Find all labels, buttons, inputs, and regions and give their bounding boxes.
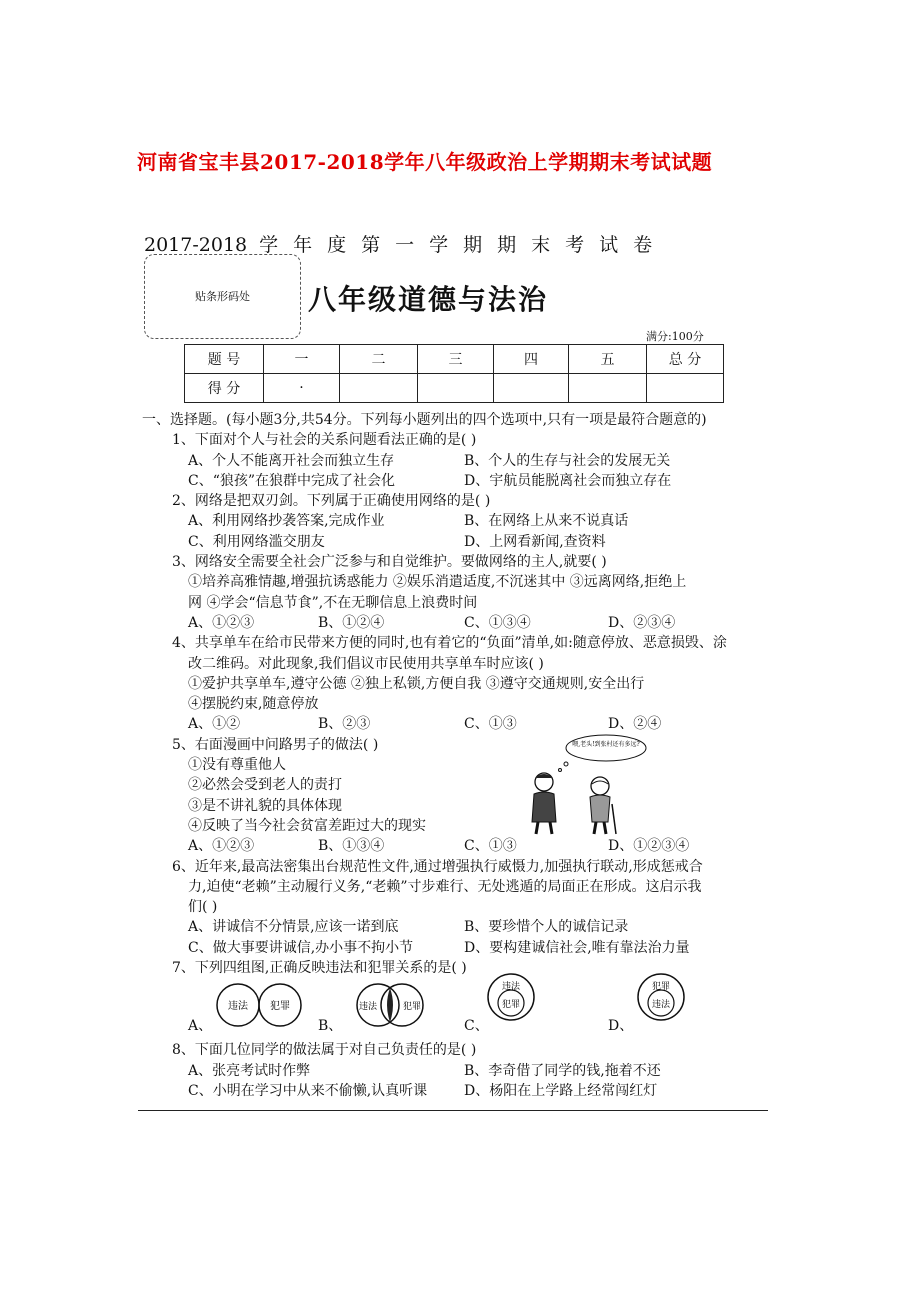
option-b[interactable]: B、个人的生存与社会的发展无关 (464, 452, 671, 469)
question-stem: 2、网络是把双刃剑。下列属于正确使用网络的是( ) (172, 493, 491, 510)
venn-label-fanzui: 犯罪 (501, 1000, 521, 1011)
score-input-cell[interactable] (340, 374, 418, 403)
option-a[interactable]: A、 (188, 1018, 213, 1035)
option-c[interactable]: C、①③④ (464, 614, 531, 631)
option-b[interactable]: B、①②④ (318, 614, 385, 631)
option-b[interactable]: B、李奇借了同学的钱,拖着不还 (464, 1062, 661, 1079)
venn-diagram-d (636, 972, 686, 1022)
score-cell: 四 (494, 345, 569, 374)
option-d[interactable]: D、杨阳在上学路上经常闯红灯 (464, 1082, 658, 1099)
score-cell: 二 (340, 345, 418, 374)
option-a[interactable]: A、讲诚信不分情景,应该一诺到底 (188, 919, 399, 936)
statement-line: ①爱护共享单车,遵守公德 ②独上私锁,方便自我 ③遵守交通规则,安全出行 (188, 675, 645, 692)
choice-section (142, 410, 767, 1101)
option-row (142, 938, 767, 958)
option-d[interactable]: D、 (608, 1018, 634, 1035)
score-cell: 三 (418, 345, 494, 374)
score-cell: 题 号 (185, 345, 264, 374)
option-row (142, 532, 767, 552)
question-stem: 力,迫使“老赖”主动履行义务,“老赖”寸步难行、无处逃遁的局面正在形成。这启示我 (188, 878, 702, 895)
score-cell: 五 (569, 345, 647, 374)
score-input-cell[interactable] (418, 374, 494, 403)
venn-label-weifa: 违法 (501, 982, 521, 993)
option-a[interactable]: A、①② (188, 716, 241, 733)
option-d[interactable]: D、要构建诚信社会,唯有靠法治力量 (464, 939, 690, 956)
option-a[interactable]: A、个人不能离开社会而独立生存 (188, 452, 395, 469)
option-row (142, 917, 767, 937)
venn-label-weifa: 违法 (228, 1001, 248, 1013)
option-d[interactable]: D、宇航员能脱离社会而独立存在 (464, 472, 672, 489)
option-row (142, 613, 767, 633)
option-a[interactable]: A、张亮考试时作弊 (188, 1062, 311, 1079)
full-score: 满分:100分 (646, 330, 704, 343)
exam-header (144, 230, 744, 257)
statement-line: ④反映了当今社会贫富差距过大的现实 (188, 817, 426, 834)
option-b[interactable]: B、②③ (318, 716, 371, 733)
q5-cartoon-image (518, 734, 648, 839)
question-stem: 们( ) (188, 899, 218, 916)
exam-year: 2017-2018 (144, 234, 248, 256)
cartoon-bubble-text: 喂,老头!到张村还有多远? (572, 741, 640, 748)
option-row (142, 1061, 767, 1081)
question-stem: 1、下面对个人与社会的关系问题看法正确的是( ) (172, 432, 477, 449)
venn-label-weifa: 违法 (651, 1000, 671, 1011)
option-b[interactable]: B、要珍惜个人的诚信记录 (464, 919, 629, 936)
venn-label-fanzui: 犯罪 (270, 1001, 290, 1013)
score-input-cell[interactable] (647, 374, 724, 403)
statement-line: ①没有尊重他人 (188, 757, 286, 774)
option-c[interactable]: C、“狼孩”在狼群中完成了社会化 (188, 472, 396, 489)
barcode-area (144, 254, 301, 339)
option-row (142, 511, 767, 531)
venn-diagram-c (486, 972, 536, 1022)
question-stem: 6、近年来,最高法密集出台规范性文件,通过增强执行威慑力,加强执行联动,形成惩戒合 (172, 858, 703, 875)
question-stem: 4、共享单车在给市民带来方便的同时,也有着它的“负面”清单,如:随意停放、恶意损毁、涂 (172, 635, 727, 652)
option-a[interactable]: A、①②③ (188, 838, 255, 855)
statement-line: ③是不讲礼貌的具体体现 (188, 797, 342, 814)
option-a[interactable]: A、利用网络抄袭答案,完成作业 (188, 513, 385, 530)
statement-line: ④摆脱约束,随意停放 (188, 696, 319, 713)
score-row-label: 得 分 (185, 374, 264, 403)
score-table (184, 344, 724, 403)
venn-label-fanzui: 犯罪 (651, 982, 671, 993)
statement-line: ②必然会受到老人的责打 (188, 777, 342, 794)
section-header: 一、选择题。(每小题3分,共54分。下列每小题列出的四个选项中,只有一项是最符合题意的) (142, 412, 707, 428)
option-d[interactable]: D、②④ (608, 716, 662, 733)
question-stem: 改二维码。对此现象,我们倡议市民使用共享单车时应该( ) (188, 655, 544, 672)
venn-options-row (142, 978, 767, 1040)
score-input-cell[interactable] (494, 374, 569, 403)
option-c[interactable]: C、 (464, 1018, 489, 1035)
option-c[interactable]: C、①③ (464, 716, 517, 733)
option-row (142, 471, 767, 491)
venn-diagram-a (214, 980, 304, 1030)
document-title: 河南省宝丰县2017-2018学年八年级政治上学期期末考试试题 (137, 150, 713, 174)
venn-diagram-b (352, 980, 428, 1030)
option-b[interactable]: B、 (318, 1018, 343, 1035)
score-input-cell[interactable]: · (264, 374, 340, 403)
option-row (142, 714, 767, 734)
venn-label-weifa: 违法 (358, 1002, 378, 1013)
option-b[interactable]: B、在网络上从来不说真话 (464, 513, 629, 530)
score-input-cell[interactable] (569, 374, 647, 403)
option-d[interactable]: D、①②③④ (608, 838, 690, 855)
option-d[interactable]: D、②③④ (608, 614, 676, 631)
question-stem: 8、下面几位同学的做法属于对自己负责任的是( ) (172, 1042, 477, 1059)
score-table-header-row (185, 345, 724, 374)
venn-label-fanzui: 犯罪 (402, 1002, 422, 1013)
option-d[interactable]: D、上网看新闻,查资料 (464, 533, 606, 550)
score-table-score-row (185, 374, 724, 403)
bottom-rule (138, 1110, 768, 1111)
score-cell: 一 (264, 345, 340, 374)
score-cell: 总 分 (647, 345, 724, 374)
option-row (142, 836, 767, 856)
option-c[interactable]: C、①③ (464, 838, 517, 855)
statement-line: 网 ④学会“信息节食”,不在无聊信息上浪费时间 (188, 594, 478, 611)
exam-header-text: 学年度第一学期期末考试卷 (259, 234, 668, 256)
question-stem: 5、右面漫画中问路男子的做法( ) (172, 736, 379, 753)
statement-line: ①培养高雅情趣,增强抗诱惑能力 ②娱乐消遣适度,不沉迷其中 ③远离网络,拒绝上 (188, 574, 687, 591)
option-c[interactable]: C、做大事要讲诚信,办小事不拘小节 (188, 939, 414, 956)
option-row (142, 451, 767, 471)
option-row (142, 1081, 767, 1101)
question-stem: 3、网络安全需要全社会广泛参与和自觉维护。要做网络的主人,就要( ) (172, 554, 607, 571)
exam-paper (138, 222, 768, 1117)
option-a[interactable]: A、①②③ (188, 614, 255, 631)
barcode-label: 贴条形码处 (195, 290, 250, 303)
option-c[interactable]: C、小明在学习中从来不偷懒,认真听课 (188, 1082, 428, 1099)
subject-title: 八年级道德与法治 (308, 283, 549, 316)
question-stem: 7、下列四组图,正确反映违法和犯罪关系的是( ) (172, 960, 467, 977)
option-b[interactable]: B、①③④ (318, 838, 385, 855)
option-c[interactable]: C、利用网络滥交朋友 (188, 533, 325, 550)
